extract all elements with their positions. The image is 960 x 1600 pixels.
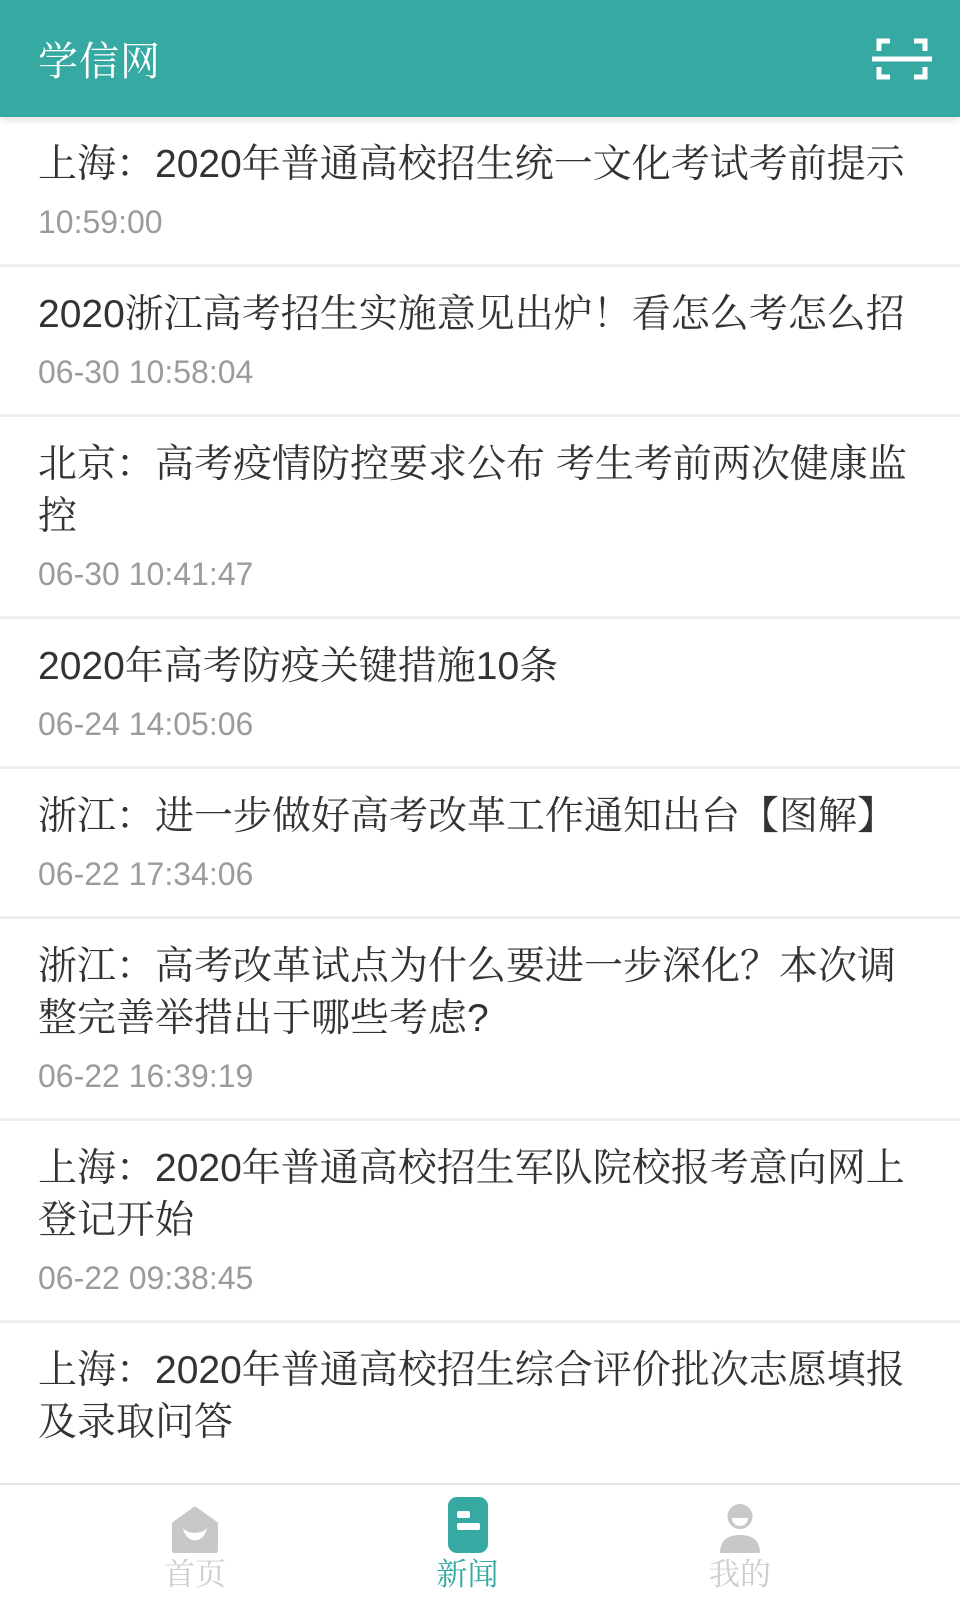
news-item-title: 浙江：高考改革试点为什么要进一步深化？本次调整完善举措出于哪些考虑? (38, 945, 897, 1040)
user-icon (717, 1495, 763, 1553)
news-item-title: 上海：2020年普通高校招生军队院校报考意向网上登记开始 (38, 1147, 905, 1242)
tab-news-label: 新闻 (436, 1557, 499, 1592)
news-item[interactable] (0, 267, 960, 417)
news-item[interactable] (0, 619, 960, 769)
qr-scan-frame-icon (872, 35, 932, 83)
news-item[interactable] (0, 417, 960, 619)
news-item-time: 06-30 10:58:04 (38, 354, 254, 390)
news-item-title: 上海：2020年普通高校招生综合评价批次志愿填报及录取问答 (38, 1349, 905, 1444)
news-item-title: 上海：2020年普通高校招生统一文化考试考前提示 (38, 143, 905, 186)
news-item-title: 北京：高考疫情防控要求公布 考生考前两次健康监控 (38, 443, 907, 538)
scan-icon[interactable] (872, 35, 932, 83)
news-item[interactable] (0, 1121, 960, 1323)
news-item-title: 浙江：进一步做好高考改革工作通知出台【图解】 (38, 795, 897, 838)
news-item[interactable] (0, 919, 960, 1121)
news-icon (448, 1495, 488, 1553)
news-item[interactable] (0, 1323, 960, 1472)
news-item-title: 2020年高考防疫关键措施10条 (38, 645, 559, 688)
news-item-time: 06-22 17:34:06 (38, 856, 254, 892)
news-item-title: 2020浙江高考招生实施意见出炉！看怎么考怎么招 (38, 293, 905, 336)
news-item[interactable] (0, 117, 960, 267)
news-item-time: 06-24 14:05:06 (38, 706, 254, 742)
news-item-time: 10:59:00 (38, 204, 163, 240)
news-item-time: 06-30 10:41:47 (38, 556, 254, 592)
news-item-time: 06-22 16:39:19 (38, 1058, 254, 1094)
tab-home-label: 首页 (164, 1557, 226, 1592)
app-header (0, 0, 960, 117)
news-list (0, 117, 960, 1472)
tab-bar (0, 1483, 960, 1600)
tab-me[interactable] (680, 1495, 800, 1600)
home-icon (170, 1495, 220, 1553)
tab-news[interactable] (408, 1495, 528, 1600)
news-item[interactable] (0, 769, 960, 919)
app-title: 学信网 (38, 40, 161, 84)
news-item-time: 06-22 09:38:45 (38, 1260, 254, 1296)
tab-home[interactable] (135, 1495, 255, 1600)
tab-me-label: 我的 (709, 1557, 771, 1592)
